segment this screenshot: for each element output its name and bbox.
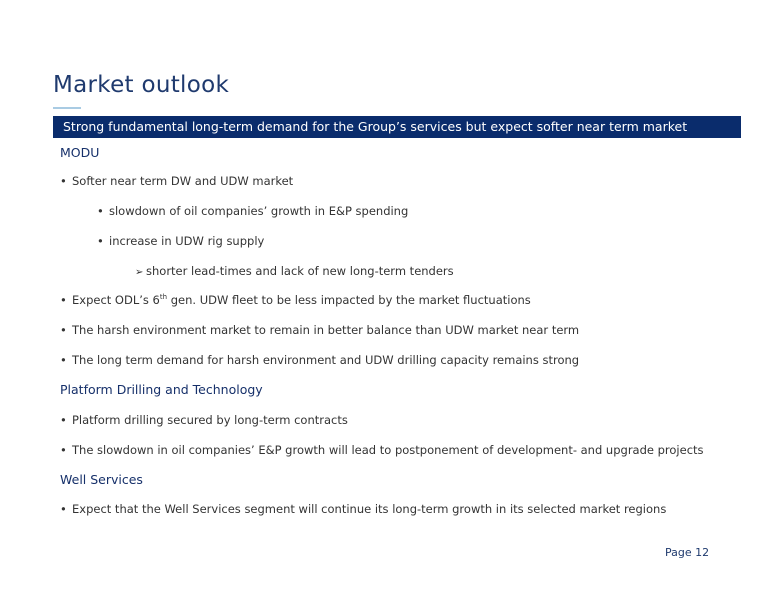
bullet-text: Softer near term DW and UDW market — [72, 174, 294, 188]
bullet-text: The long term demand for harsh environment and UDW drilling capacity remains strong — [72, 353, 580, 367]
bullet-text: gen. UDW fleet to be less impacted by the market fluctuations — [167, 293, 531, 307]
section-heading-modu: MODU — [60, 145, 100, 160]
title-underline — [53, 107, 81, 109]
section-heading-well: Well Services — [60, 472, 143, 487]
summary-banner: Strong fundamental long-term demand for the Group’s services but expect softer near term market — [53, 116, 741, 138]
bullet-item — [60, 323, 579, 337]
bullet-text: shorter lead-times and lack of new long-term tenders — [146, 264, 454, 278]
bullet-item — [60, 502, 666, 516]
bullet-text: Expect that the Well Services segment will continue its long-term growth in its selected market regions — [72, 502, 667, 516]
arrow-bullet-item — [135, 264, 454, 278]
sub-bullet-item — [97, 234, 264, 248]
superscript: th — [159, 293, 168, 302]
sub-bullet-item — [97, 204, 408, 218]
bullet-item — [60, 353, 579, 367]
section-heading-platform: Platform Drilling and Technology — [60, 382, 263, 397]
bullet-text: increase in UDW rig supply — [109, 234, 265, 248]
bullet-item — [60, 443, 704, 457]
bullet-item — [60, 413, 348, 427]
bullet-text: Expect ODL’s 6 — [72, 293, 160, 307]
bullet-item — [60, 293, 531, 307]
page-number: Page 12 — [665, 546, 710, 559]
bullet-text: The slowdown in oil companies’ E&P growth will lead to postponement of development- and upgrade projects — [72, 443, 704, 457]
bullet-text: The harsh environment market to remain in better balance than UDW market near term — [72, 323, 580, 337]
page-title: Market outlook — [53, 72, 230, 98]
bullet-item — [60, 174, 293, 188]
bullet-text: Platform drilling secured by long-term contracts — [72, 413, 348, 427]
bullet-text: slowdown of oil companies’ growth in E&P spending — [109, 204, 409, 218]
